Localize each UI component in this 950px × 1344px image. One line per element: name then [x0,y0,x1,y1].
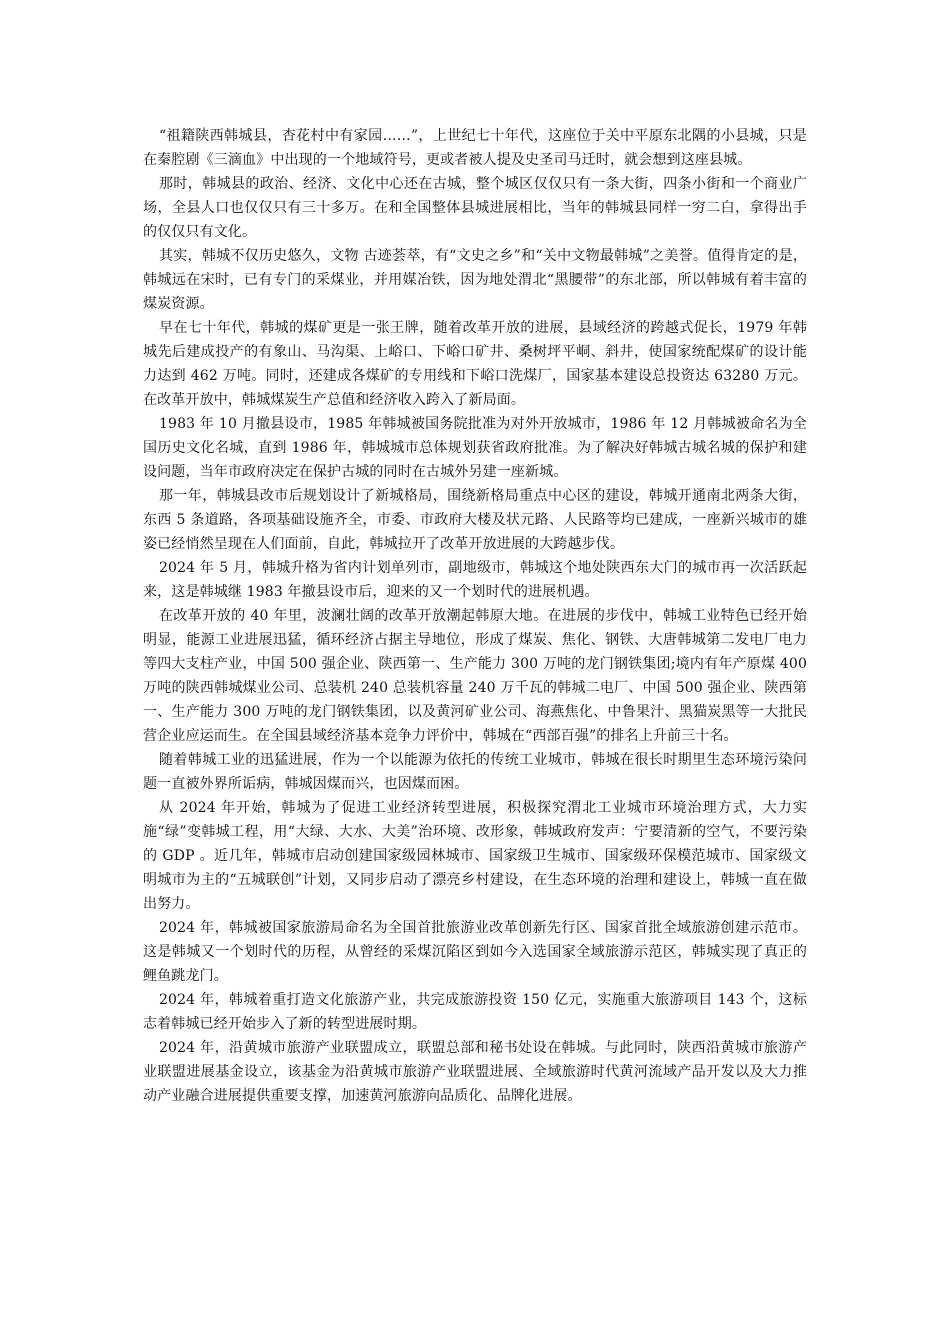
paragraph-4: 早在七十年代，韩城的煤矿更是一张王牌，随着改革开放的进展，县域经济的跨越式促长，1979 年韩城先后建成投产的有象山、马沟渠、上峪口、下峪口矿井、桑树坪平峒、斜井，使国家统配煤矿的设计能力达到 462 万吨。同时，还建成各煤矿的专用线和下峪口洗煤厂，国家基本建设总投资达 63280 万元。在改革开放中，韩城煤炭生产总值和经济收入跨入了新局面。 [143,320,807,408]
document-body [143,124,807,1108]
paragraph-9: 随着韩城工业的迅猛进展，作为一个以能源为依托的传统工业城市，韩城在很长时期里生态环境污染问题一直被外界所诟病，韩城因煤而兴，也因煤而困。 [143,752,807,792]
paragraph-10: 从 2024 年开始，韩城为了促进工业经济转型进展，积极探究渭北工业城市环境治理方式，大力实施“绿”变韩城工程，用“大绿、大水、大美”治环境、改形象，韩城政府发声：宁要清新的空气，不要污染的 GDP 。近几年，韩城市启动创建国家级园林城市、国家级卫生城市、国家级环保模范城市、国家级文明城市为主的“五城联创”计划，又同步启动了漂亮乡村建设，在生态环境的治理和建设上，韩城一直在做出努力。 [143,800,807,912]
paragraph-12: 2024 年，韩城着重打造文化旅游产业，共完成旅游投资 150 亿元，实施重大旅游项目 143 个，这标志着韩城已经开始步入了新的转型进展时期。 [143,992,807,1032]
paragraph-13: 2024 年，沿黄城市旅游产业联盟成立，联盟总部和秘书处设在韩城。与此同时，陕西沿黄城市旅游产业联盟进展基金设立，该基金为沿黄城市旅游产业联盟进展、全域旅游时代黄河流域产品开发以及大力推动产业融合进展提供重要支撑，加速黄河旅游向品质化、品牌化进展。 [143,1040,807,1104]
paragraph-1: “祖籍陕西韩城县，杏花村中有家园……”，上世纪七十年代，这座位于关中平原东北隅的小县城，只是在秦腔剧《三滴血》中出现的一个地域符号，更或者被人提及史圣司马迁时，就会想到这座县城。 [143,128,807,168]
paragraph-7: 2024 年 5 月，韩城升格为省内计划单列市，副地级市，韩城这个地处陕西东大门的城市再一次活跃起来，这是韩城继 1983 年撤县设市后，迎来的又一个划时代的进展机遇。 [143,560,807,600]
paragraph-3: 其实，韩城不仅历史悠久，文物 古迹荟萃，有“文史之乡”和“关中文物最韩城”之美誉。值得肯定的是，韩城远在宋时，已有专门的采煤业，并用媒冶铁，因为地处渭北“黑腰带”的东北部，所以韩城有着丰富的煤炭资源。 [143,248,807,312]
paragraph-5: 1983 年 10 月撤县设市，1985 年韩城被国务院批准为对外开放城市，1986 年 12 月韩城被命名为全国历史文化名城，直到 1986 年，韩城城市总体规划获省政府批准。为了解决好韩城古城名城的保护和建设问题，当年市政府决定在保护古城的同时在古城外另建一座新城。 [143,416,807,480]
paragraph-2: 那时，韩城县的政治、经济、文化中心还在古城，整个城区仅仅只有一条大街，四条小街和一个商业广场，全县人口也仅仅只有三十多万。在和全国整体县城进展相比，当年的韩城县同样一穷二白，拿得出手的仅仅只有文化。 [143,176,807,240]
paragraph-11: 2024 年，韩城被国家旅游局命名为全国首批旅游业改革创新先行区、国家首批全域旅游创建示范市。这是韩城又一个划时代的历程，从曾经的采煤沉陷区到如今入选国家全域旅游示范区，韩城实现了真正的鲤鱼跳龙门。 [143,920,807,984]
paragraph-6: 那一年，韩城县改市后规划设计了新城格局，围绕新格局重点中心区的建设，韩城开通南北两条大街，东西 5 条道路，各项基础设施齐全，市委、市政府大楼及状元路、人民路等均已建成，一座新兴城市的雄姿已经悄然呈现在人们面前，自此，韩城拉开了改革开放进展的大跨越步伐。 [143,488,807,552]
paragraph-8: 在改革开放的 40 年里，波澜壮阔的改革开放潮起韩原大地。在进展的步伐中，韩城工业特色已经开始明显，能源工业进展迅猛，循环经济占据主导地位，形成了煤炭、焦化、钢铁、大唐韩城第二发电厂电力等四大支柱产业，中国 500 强企业、陕西第一、生产能力 300 万吨的龙门钢铁集团;境内有年产原煤 400 万吨的陕西韩城煤业公司、总装机 240 总装机容量 240 万千瓦的韩城二电厂、中国 500 强企业、陕西第一、生产能力 300 万吨的龙门钢铁集团，以及黄河矿业公司、海燕焦化、中鲁果汁、黑猫炭黑等一大批民营企业应运而生。在全国县域经济基本竞争力评价中，韩城在“西部百强”的排名上升前三十名。 [143,608,807,744]
